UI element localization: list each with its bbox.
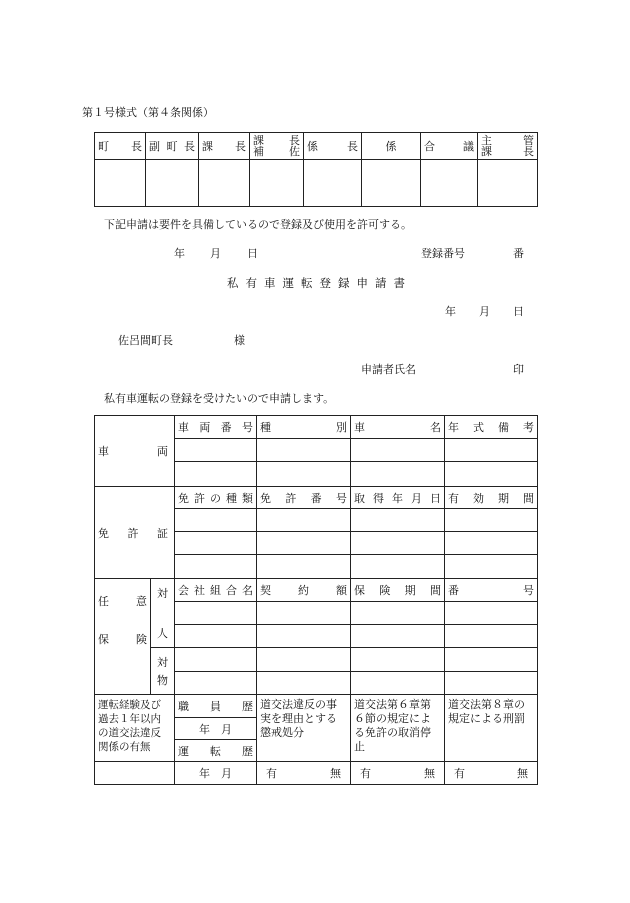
employment-year-month-cell[interactable] <box>175 718 257 740</box>
yes-option[interactable]: 有 <box>266 767 277 780</box>
license-header-text: 免 許 の 種 類 <box>178 491 253 505</box>
personal-liability-1: 対 <box>157 587 168 600</box>
input-cell[interactable] <box>445 509 538 532</box>
approval-header-text: 町 長 <box>98 140 142 153</box>
registration-number-suffix: 番 <box>513 247 524 260</box>
input-cell[interactable] <box>445 555 538 579</box>
applicant-name-label: 申請者氏名 <box>361 363 416 376</box>
stamp-box[interactable] <box>199 160 250 207</box>
vehicle-header-name <box>351 416 445 439</box>
input-cell[interactable] <box>175 509 257 532</box>
insurance-header-amount <box>257 579 351 602</box>
input-cell[interactable] <box>445 439 538 462</box>
no-option[interactable]: 無 <box>330 767 341 780</box>
seal-mark: 印 <box>513 363 524 376</box>
license-label-cell <box>95 487 175 579</box>
insurance-header-text: 会 社 組 合 名 <box>178 584 253 597</box>
permit-month: 月 <box>210 247 221 260</box>
recipient-name: 佐呂間町長 <box>118 334 173 347</box>
approval-header-text: 課 長 <box>253 134 300 147</box>
violation-discipline-label: 道交法違反の事実を理由とする懲戒処分 <box>260 698 337 739</box>
input-cell[interactable] <box>445 532 538 555</box>
approval-table <box>94 132 538 207</box>
approval-header-subsection-chief <box>304 133 362 160</box>
recipient-honorific: 様 <box>234 334 245 347</box>
permit-statement: 下記申請は要件を具備しているので登録及び使用を許可する。 <box>104 218 412 231</box>
approval-header-text: 課 長 <box>481 145 534 158</box>
stamp-box[interactable] <box>421 160 478 207</box>
input-cell[interactable] <box>257 602 351 625</box>
approval-header-text: 補 佐 <box>253 145 300 158</box>
vehicle-label-cell <box>95 416 175 487</box>
application-day: 日 <box>513 305 524 318</box>
no-option[interactable]: 無 <box>424 767 435 780</box>
approval-header-text: 合 議 <box>424 140 474 153</box>
permit-day: 日 <box>247 247 258 260</box>
input-cell[interactable] <box>257 439 351 462</box>
input-cell[interactable] <box>175 602 257 625</box>
license-header-text: 免 許 番 号 <box>260 491 347 505</box>
driving-history-label: 運 転 歴 <box>178 744 253 758</box>
approval-header-consultation <box>421 133 478 160</box>
chapter6-cell <box>351 695 445 762</box>
insurance-label-cell <box>95 579 151 695</box>
vehicle-header-type <box>257 416 351 439</box>
approval-header-text: 係 長 <box>307 140 358 153</box>
employment-year-month: 年 月 <box>199 722 232 736</box>
license-header-acquired <box>351 487 445 509</box>
input-cell[interactable] <box>175 625 257 648</box>
input-cell[interactable] <box>175 532 257 555</box>
violation-discipline-cell <box>257 695 351 762</box>
stamp-box[interactable] <box>95 160 146 207</box>
yes-option[interactable]: 有 <box>360 767 371 780</box>
details-table <box>94 415 538 785</box>
form-number-label: 第１号様式（第４条関係） <box>82 106 214 119</box>
license-header-text: 有 効 期 間 <box>448 491 534 505</box>
employment-history-cell <box>175 695 257 718</box>
driving-year-month: 年 月 <box>199 767 232 780</box>
input-cell[interactable] <box>445 602 538 625</box>
application-month: 月 <box>479 305 490 318</box>
insurance-header-text: 番 号 <box>448 584 534 597</box>
approval-header-text: 係 <box>385 140 397 153</box>
insurance-header-number <box>445 579 538 602</box>
insurance-label-optional: 任 意 <box>98 595 147 608</box>
stamp-box[interactable] <box>362 160 421 207</box>
personal-liability-cell <box>151 579 175 648</box>
license-header-text: 取 得 年 月 日 <box>354 491 441 505</box>
vehicle-header-text: 年 式 備 考 <box>448 421 534 434</box>
input-cell[interactable] <box>257 648 351 672</box>
input-cell[interactable] <box>445 462 538 487</box>
stamp-box[interactable] <box>146 160 199 207</box>
property-liability-2: 物 <box>157 674 168 687</box>
input-cell[interactable] <box>175 462 257 487</box>
insurance-label-insurance: 保 険 <box>98 633 147 646</box>
vehicle-header-number <box>175 416 257 439</box>
approval-header-staff <box>362 133 421 160</box>
approval-header-section-chief <box>199 133 250 160</box>
property-liability-cell <box>151 648 175 695</box>
approval-header-text: 主 管 <box>481 134 534 147</box>
driving-year-month-cell[interactable] <box>175 762 257 785</box>
approval-header-text: 副 町 長 <box>149 140 195 153</box>
license-header-number <box>257 487 351 509</box>
approval-header-mayor <box>95 133 146 160</box>
chapter8-yes-no-cell[interactable] <box>445 762 538 785</box>
history-empty-cell <box>95 762 175 785</box>
input-cell[interactable] <box>351 602 445 625</box>
input-cell[interactable] <box>351 625 445 648</box>
input-cell[interactable] <box>257 509 351 532</box>
input-cell[interactable] <box>445 671 538 695</box>
application-year: 年 <box>445 305 456 318</box>
approval-header-assistant-chief <box>250 133 304 160</box>
chapter6-yes-no-cell[interactable] <box>351 762 445 785</box>
vehicle-header-text: 車 名 <box>354 421 441 434</box>
history-label-cell <box>95 695 175 762</box>
license-header-validity <box>445 487 538 509</box>
input-cell[interactable] <box>175 671 257 695</box>
input-cell[interactable] <box>351 671 445 695</box>
personal-liability-2: 人 <box>157 627 168 640</box>
vehicle-header-model-year <box>445 416 538 439</box>
insurance-header-text: 保 険 期 間 <box>354 584 441 597</box>
chapter6-label: 道交法第６章第６節の規定による免許の取消停止 <box>354 698 431 753</box>
yes-option[interactable]: 有 <box>454 767 465 780</box>
license-label: 免 許 証 <box>98 526 168 540</box>
stamp-box[interactable] <box>250 160 304 207</box>
input-cell[interactable] <box>351 509 445 532</box>
stamp-box[interactable] <box>478 160 538 207</box>
input-cell[interactable] <box>257 532 351 555</box>
input-cell[interactable] <box>175 555 257 579</box>
input-cell[interactable] <box>351 439 445 462</box>
vehicle-header-text: 車 両 番 号 <box>178 421 253 434</box>
discipline-yes-no-cell[interactable] <box>257 762 351 785</box>
input-cell[interactable] <box>351 648 445 672</box>
request-text: 私有車運転の登録を受けたいので申請します。 <box>104 392 335 405</box>
history-label: 運転経験及び過去１年以内の道交法違反関係の有無 <box>98 699 161 753</box>
approval-header-text: 課 長 <box>202 140 246 153</box>
input-cell[interactable] <box>351 462 445 487</box>
input-cell[interactable] <box>445 625 538 648</box>
license-header-kind <box>175 487 257 509</box>
insurance-header-company <box>175 579 257 602</box>
input-cell[interactable] <box>351 532 445 555</box>
stamp-box[interactable] <box>304 160 362 207</box>
input-cell[interactable] <box>351 555 445 579</box>
vehicle-label: 車 両 <box>98 445 168 458</box>
input-cell[interactable] <box>257 625 351 648</box>
no-option[interactable]: 無 <box>517 767 528 780</box>
property-liability-1: 対 <box>157 656 168 669</box>
input-cell[interactable] <box>257 671 351 695</box>
chapter8-label: 道交法第８章の規定による刑罰 <box>448 698 525 725</box>
insurance-header-period <box>351 579 445 602</box>
input-cell[interactable] <box>175 439 257 462</box>
insurance-header-text: 契 約 額 <box>260 584 347 597</box>
input-cell[interactable] <box>445 648 538 672</box>
input-cell[interactable] <box>257 462 351 487</box>
approval-header-lead-chief <box>478 133 538 160</box>
approval-header-deputy-mayor <box>146 133 199 160</box>
driving-history-cell <box>175 740 257 762</box>
form-title: 私有車運転登録申請書 <box>227 276 412 290</box>
registration-number-label: 登録番号 <box>421 247 465 260</box>
chapter8-cell <box>445 695 538 762</box>
vehicle-header-text: 種 別 <box>260 421 347 434</box>
input-cell[interactable] <box>175 648 257 672</box>
permit-year: 年 <box>174 247 185 260</box>
employment-history-label: 職 員 歴 <box>178 700 253 713</box>
input-cell[interactable] <box>257 555 351 579</box>
